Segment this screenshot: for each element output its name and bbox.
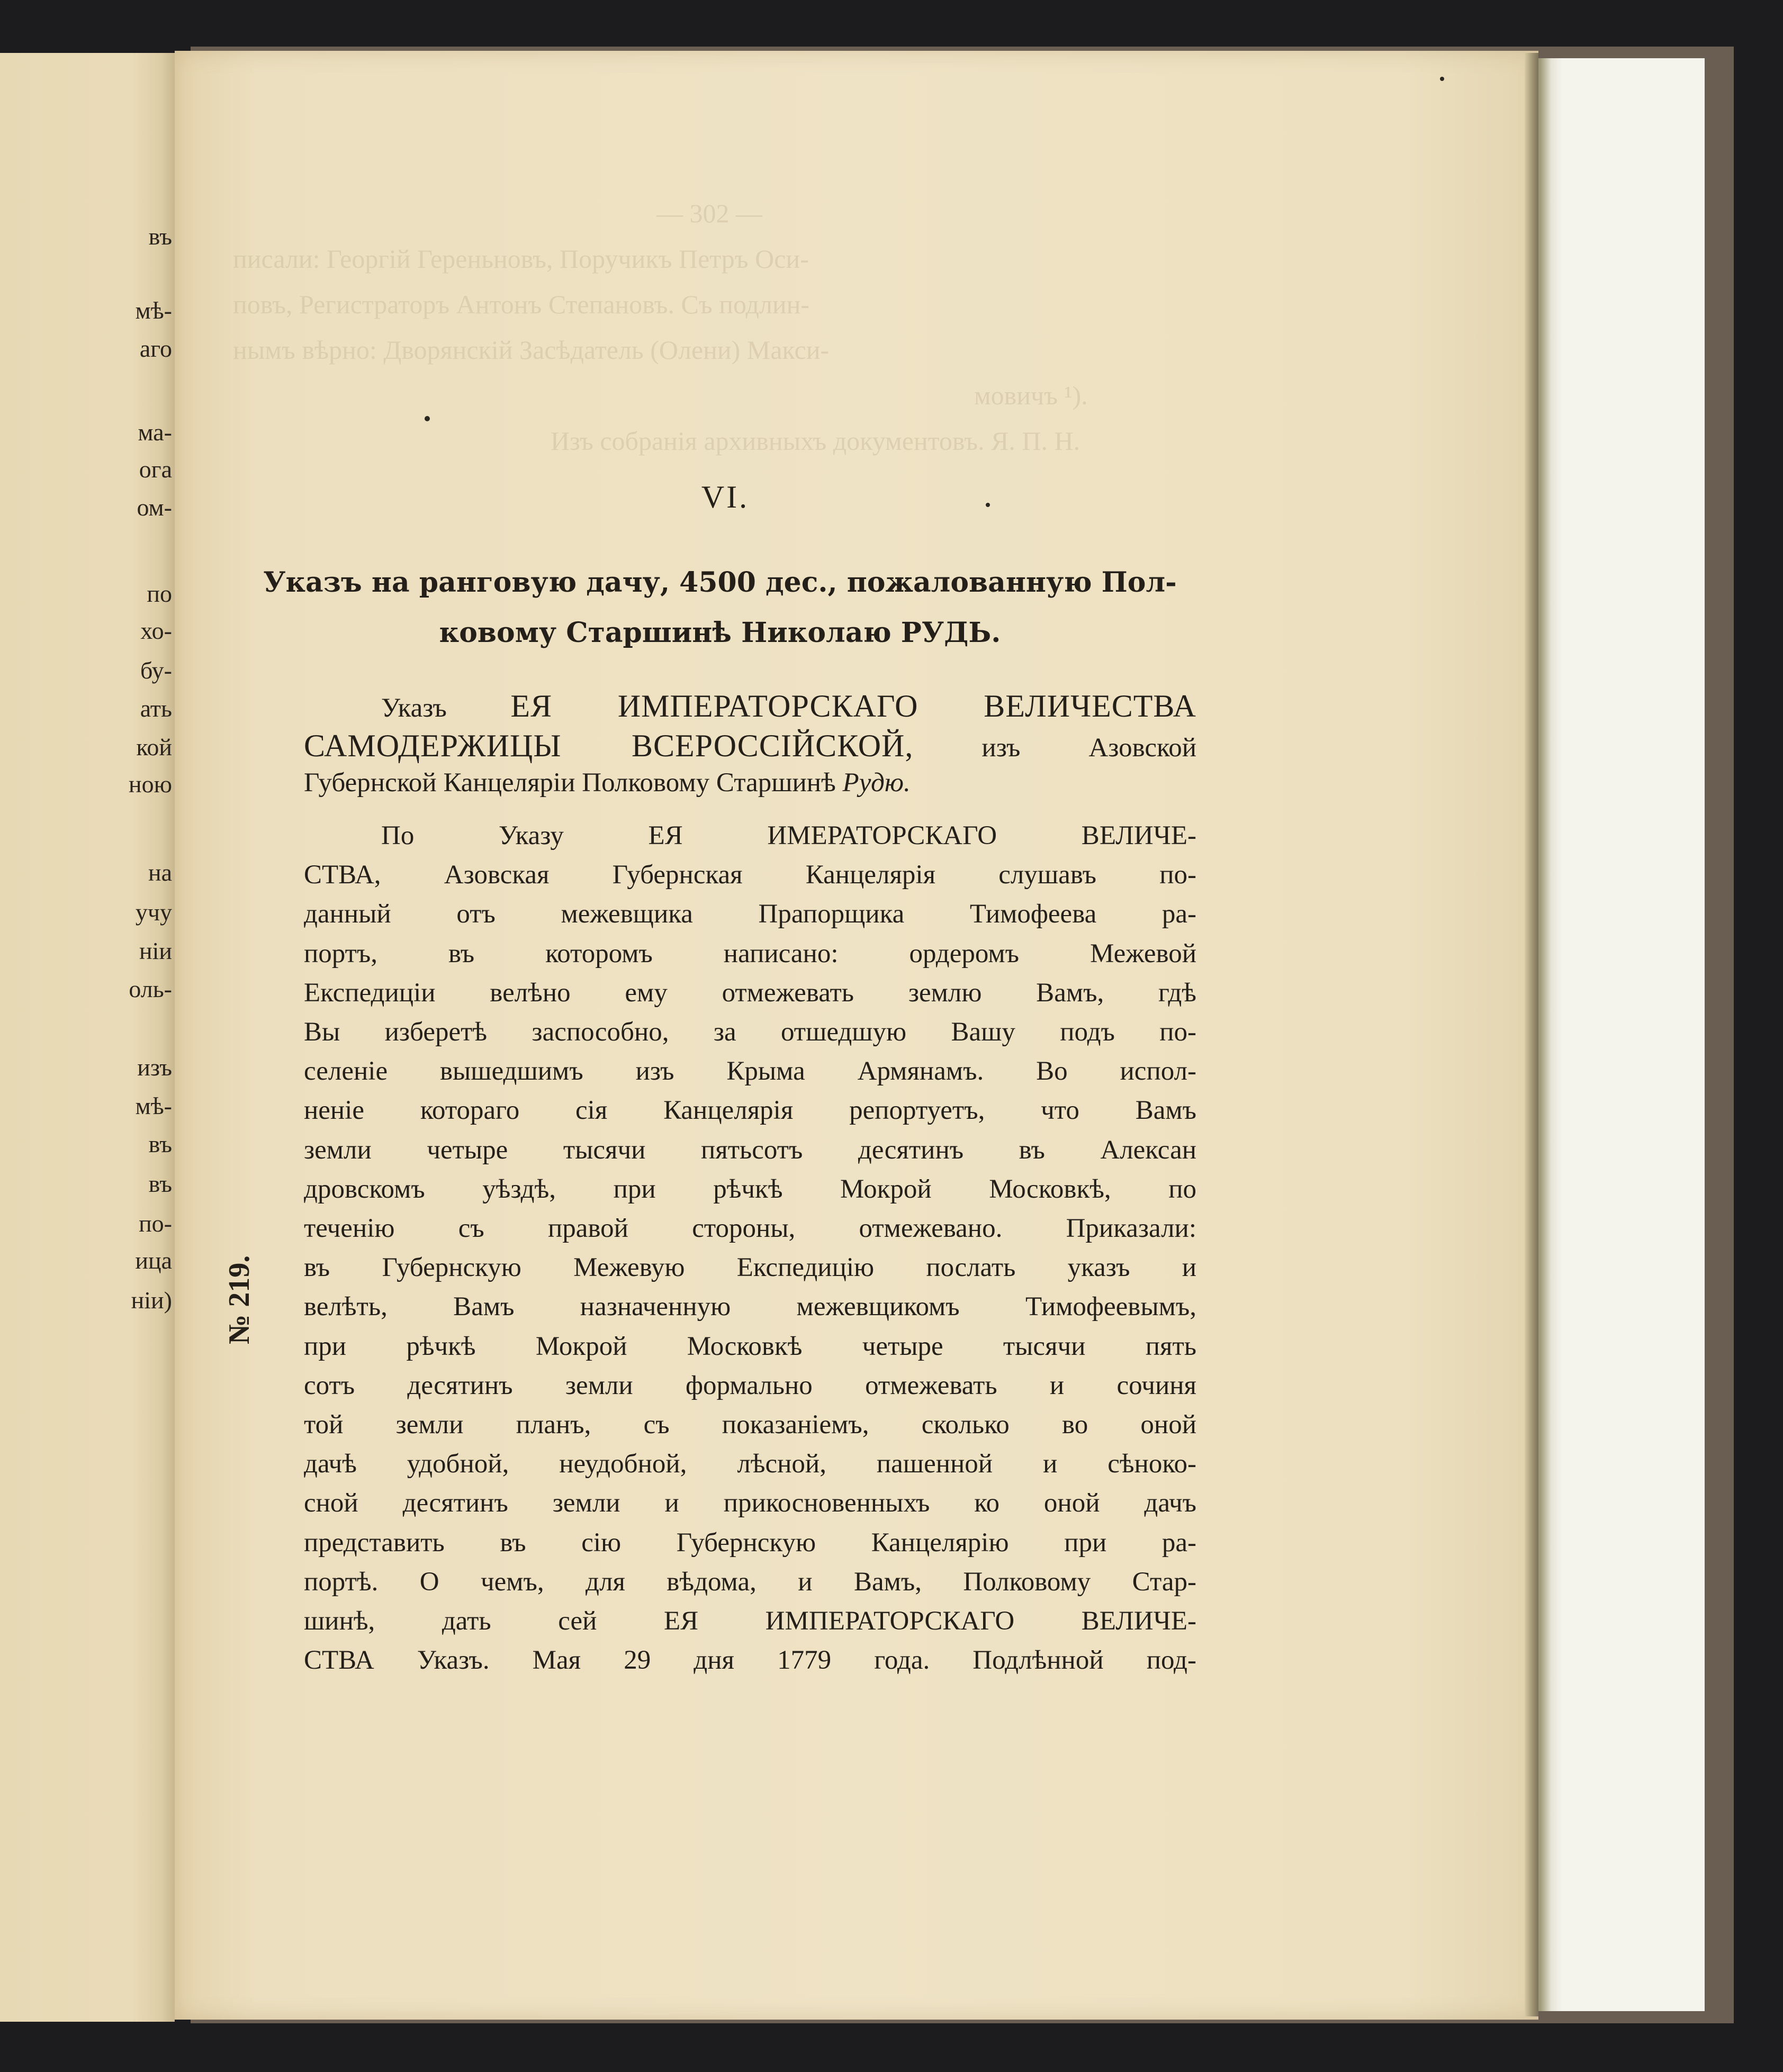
body-line: той земли планъ, съ показаніемъ, сколько во оной [304, 1410, 1196, 1440]
body-line: дачѣ удобной, неудобной, лѣсной, пашенной и сѣноко- [304, 1449, 1196, 1479]
body-line: въ Губернскую Межевую Експедицію послать указъ и [304, 1253, 1196, 1282]
bleed-line: мовичъ ¹). [974, 381, 1088, 410]
left-page-line-fragment: на [148, 859, 172, 886]
body-line: Експедиціи велѣно ему отмежевать землю Вамъ, гдѣ [304, 978, 1196, 1008]
left-page-line-fragment: мѣ- [135, 1092, 172, 1119]
left-page-line-fragment: въ [148, 1130, 172, 1157]
heading-line: ковому Старшинѣ Николаю РУДЬ. [439, 617, 1001, 649]
bleed-line: писали: Георгій Гереньновъ, Поручикъ Петръ Оси- [233, 244, 809, 274]
body-line: Вы изберетѣ заспособно, за отшедшую Вашу подъ по- [304, 1017, 1196, 1047]
bleed-line: Изъ собранія архивныхъ документовъ. Я. П. Н. [551, 426, 1080, 456]
body-line: неніе котораго сія Канцелярія репортуетъ, что Вамъ [304, 1096, 1196, 1125]
left-page-line-fragment: оль- [129, 975, 172, 1002]
left-page-line-fragment: ица [135, 1247, 172, 1274]
body-line: шинѣ, дать сей ЕЯ ИМПЕРАТОРСКАГО ВЕЛИЧЕ- [304, 1606, 1196, 1636]
body-line: земли четыре тысячи пятьсотъ десятинъ въ Алексан [304, 1135, 1196, 1165]
body-line: теченію съ правой стороны, отмежевано. Приказали: [304, 1214, 1196, 1243]
left-page-line-fragment: ога [139, 456, 172, 483]
bleed-line: — 302 — [656, 198, 762, 228]
body-line: сотъ десятинъ земли формально отмежевать и сочиня [304, 1371, 1196, 1400]
address-caps: ЕЯ ИМПЕРАТОРСКАГО ВЕЛИЧЕСТВА [510, 689, 1196, 723]
left-page-line-fragment: мѣ- [135, 297, 172, 324]
address-caps: САМОДЕРЖИЦЫ ВСЕРОССІЙСКОЙ, [304, 728, 914, 763]
section-number: VI. [701, 479, 750, 514]
body-line: портѣ. О чемъ, для вѣдома, и Вамъ, Полковому Стар- [304, 1567, 1196, 1597]
left-page-line-fragment: по- [139, 1210, 172, 1237]
body-line: велѣть, Вамъ назначенную межевщикомъ Тимофеевымъ, [304, 1292, 1196, 1322]
address-name: Рудю. [842, 768, 911, 798]
address-text: Губернской Канцеляріи Полковому Старшинѣ [304, 768, 843, 798]
ink-speck [986, 503, 990, 507]
left-page-line-fragment: учу [135, 899, 172, 926]
body-line: СТВА, Азовская Губернская Канцелярія слушавъ по- [304, 860, 1196, 890]
left-page-line-fragment: ать [140, 695, 172, 722]
address-line [304, 767, 1196, 798]
document-number: № 219. [223, 1255, 256, 1344]
heading-line: Указъ на ранговую дачу, 4500 дес., пожалованную Пол- [263, 566, 1177, 599]
left-page-line-fragment: хо- [140, 617, 172, 644]
body-line: при рѣчкѣ Мокрой Московкѣ четыре тысячи пять [304, 1332, 1196, 1361]
left-page-line-fragment: въ [148, 223, 172, 250]
body-line: селеніе вышедшимъ изъ Крыма Армянамъ. Во испол- [304, 1056, 1196, 1086]
left-page-line-fragment: изъ [137, 1054, 172, 1081]
body-line: По Указу ЕЯ ИМЕРАТОРСКАГО ВЕЛИЧЕ- [381, 821, 1196, 850]
body-line: СТВА Указъ. Мая 29 дня 1779 года. Подлѣнной под- [304, 1645, 1196, 1675]
address-line [304, 728, 1196, 764]
left-page-line-fragment: ніи) [131, 1287, 172, 1314]
left-page-line-fragment: кой [136, 734, 172, 761]
bleed-line: повъ, Регистраторъ Антонъ Степановъ. Съ подлин- [233, 289, 810, 319]
address-line [381, 688, 1196, 725]
body-line: представить въ сію Губернскую Канцелярію при ра- [304, 1528, 1196, 1558]
body-line: сной десятинъ земли и прикосновенныхъ ко оной дачъ [304, 1488, 1196, 1518]
left-page-line-fragment: ом- [137, 494, 172, 521]
left-page-line-fragment: ною [129, 771, 172, 798]
left-page-line-fragment: бу- [140, 657, 172, 684]
ink-speck [425, 416, 430, 421]
address-text: Указъ [381, 693, 511, 723]
ink-speck [1440, 77, 1444, 81]
bleed-line: нымъ вѣрно: Двоpянскій Засѣдатель (Олени) Макси- [233, 335, 830, 365]
left-page-line-fragment: въ [148, 1170, 172, 1197]
address-text: изъ Азовской [913, 733, 1196, 763]
left-page-line-fragment: по [147, 580, 172, 607]
left-page-line-fragment: аго [139, 335, 172, 362]
left-page-line-fragment: ніи [139, 937, 172, 964]
body-line: портъ, въ которомъ написано: ордеромъ Межевой [304, 939, 1196, 969]
body-line: данный отъ межевщика Прапорщика Тимофеева ра- [304, 899, 1196, 929]
left-page-line-fragment: ма- [138, 419, 172, 446]
body-line: дровскомъ уѣздѣ, при рѣчкѣ Мокрой Московкѣ, по [304, 1174, 1196, 1204]
